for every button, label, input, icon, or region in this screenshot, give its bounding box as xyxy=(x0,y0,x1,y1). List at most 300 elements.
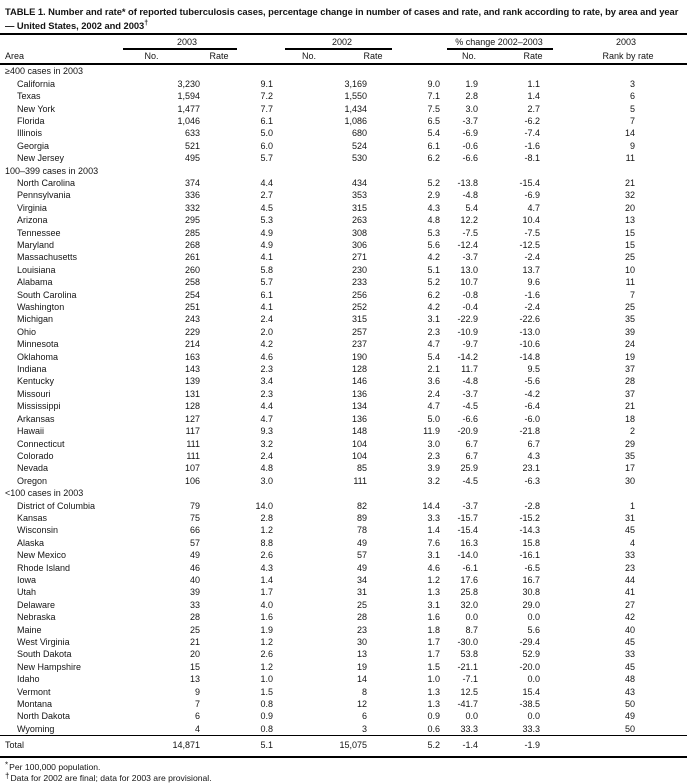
table-row xyxy=(0,512,687,524)
area-cell: Ohio xyxy=(17,326,37,337)
value-cell: 243 xyxy=(184,314,200,325)
value-cell: 237 xyxy=(351,339,367,350)
value-cell: 128 xyxy=(184,401,200,412)
value-cell: 1.0 xyxy=(427,674,440,685)
table-row xyxy=(0,338,687,350)
value-cell: 48 xyxy=(624,674,635,685)
value-cell: 127 xyxy=(184,413,200,424)
table-row xyxy=(0,227,687,239)
value-cell: 8 xyxy=(361,686,367,697)
area-cell: Nebraska xyxy=(17,612,56,623)
value-cell: -4.8 xyxy=(462,190,478,201)
area-cell: Rhode Island xyxy=(17,562,71,573)
value-cell: 9.0 xyxy=(427,78,440,89)
value-cell: -15.2 xyxy=(519,512,540,523)
value-cell: 0.0 xyxy=(527,711,540,722)
value-cell: 30 xyxy=(624,475,635,486)
area-cell: North Carolina xyxy=(17,177,76,188)
value-cell: 1.6 xyxy=(427,612,440,623)
value-cell: 13 xyxy=(189,674,200,685)
value-cell: 106 xyxy=(184,475,200,486)
table-row xyxy=(0,127,687,139)
value-cell: 20 xyxy=(624,202,635,213)
value-cell: 6.2 xyxy=(427,153,440,164)
value-cell: 148 xyxy=(351,426,367,437)
value-cell: 32.0 xyxy=(460,599,478,610)
value-cell: -10.6 xyxy=(519,339,540,350)
footnote-population-text: Per 100,000 population. xyxy=(9,761,101,772)
area-cell: Alaska xyxy=(17,537,45,548)
section-header-row xyxy=(0,65,687,77)
value-cell: 308 xyxy=(351,227,367,238)
value-cell: 434 xyxy=(351,177,367,188)
area-cell: Michigan xyxy=(17,314,54,325)
area-cell: Wyoming xyxy=(17,723,55,734)
value-cell: 6.1 xyxy=(260,289,273,300)
area-cell: Virginia xyxy=(17,202,47,213)
table-row xyxy=(0,115,687,127)
value-cell: 9 xyxy=(629,140,635,151)
value-cell: 43 xyxy=(624,686,635,697)
value-cell: 27 xyxy=(624,599,635,610)
value-cell: -22.6 xyxy=(519,314,540,325)
value-cell: 57 xyxy=(189,537,200,548)
value-cell: 263 xyxy=(351,215,367,226)
value-cell: 139 xyxy=(184,376,200,387)
value-cell: 1.2 xyxy=(260,637,273,647)
value-cell: 332 xyxy=(184,202,200,213)
value-cell: 52.9 xyxy=(522,649,540,660)
value-cell: 6.1 xyxy=(427,140,440,151)
value-cell: -6.6 xyxy=(462,413,478,424)
value-cell: 4.9 xyxy=(260,227,273,238)
area-cell: Hawaii xyxy=(17,426,45,437)
value-cell: -6.6 xyxy=(462,153,478,164)
value-cell: 1.9 xyxy=(260,624,273,635)
value-cell: 12.2 xyxy=(460,215,478,226)
table-row xyxy=(0,78,687,90)
value-cell: 75 xyxy=(189,512,200,523)
value-cell: -6.9 xyxy=(462,128,478,139)
value-cell: 1.4 xyxy=(527,91,540,102)
table-row xyxy=(0,636,687,648)
value-cell: 230 xyxy=(351,264,367,275)
table-row xyxy=(0,537,687,549)
table-row xyxy=(0,140,687,152)
value-cell: 0.8 xyxy=(260,699,273,710)
value-cell: 1 xyxy=(629,500,635,511)
value-cell: -7.4 xyxy=(524,128,540,139)
value-cell: 1.3 xyxy=(427,686,440,697)
area-cell: Minnesota xyxy=(17,339,59,350)
value-cell: -4.2 xyxy=(524,388,540,399)
value-cell: 13.7 xyxy=(522,264,540,275)
value-cell: 1,477 xyxy=(177,103,200,114)
table-row xyxy=(0,375,687,387)
total-label: Total xyxy=(0,736,150,757)
value-cell: 1.4 xyxy=(260,574,273,585)
value-cell: -4.5 xyxy=(462,475,478,486)
table-row xyxy=(0,413,687,425)
value-cell: 680 xyxy=(351,128,367,139)
value-cell: 2.0 xyxy=(260,326,273,337)
value-cell: 8.7 xyxy=(465,624,478,635)
value-cell: -29.4 xyxy=(519,637,540,647)
value-cell: 9.3 xyxy=(260,426,273,437)
value-cell: 3.1 xyxy=(427,599,440,610)
value-cell: 4.3 xyxy=(527,450,540,461)
area-cell: Indiana xyxy=(17,364,47,375)
area-cell: Georgia xyxy=(17,140,50,151)
value-cell: 15.4 xyxy=(522,686,540,697)
value-cell: 2.6 xyxy=(260,550,273,561)
value-cell: 3.0 xyxy=(260,475,273,486)
value-cell: -7.5 xyxy=(524,227,540,238)
table-row xyxy=(0,425,687,437)
total-value-cell: 5.2 xyxy=(372,736,445,757)
value-cell: 1,550 xyxy=(344,91,367,102)
value-cell: 104 xyxy=(351,450,367,461)
area-cell: Wisconsin xyxy=(17,525,59,536)
value-cell: 4.9 xyxy=(260,240,273,250)
value-cell: 530 xyxy=(351,153,367,164)
area-cell: Oklahoma xyxy=(17,351,59,362)
value-cell: 5.2 xyxy=(427,177,440,188)
total-value-cell: -1.9 xyxy=(483,736,545,757)
value-cell: 42 xyxy=(624,612,635,623)
value-cell: 3.9 xyxy=(427,463,440,474)
value-cell: 45 xyxy=(624,661,635,672)
value-cell: 31 xyxy=(624,512,635,523)
value-cell: 29.0 xyxy=(522,599,540,610)
value-cell: 128 xyxy=(351,364,367,375)
value-cell: 0.8 xyxy=(260,723,273,734)
value-cell: 7.7 xyxy=(260,103,273,114)
value-cell: 1.9 xyxy=(465,78,478,89)
table-row xyxy=(0,264,687,276)
value-cell: 25.8 xyxy=(460,587,478,598)
value-cell: 1,594 xyxy=(177,91,200,102)
column-header-rate-2003: Rate xyxy=(209,51,229,62)
value-cell: 25 xyxy=(189,624,200,635)
value-cell: 4.2 xyxy=(260,339,273,350)
value-cell: 3.1 xyxy=(427,550,440,561)
value-cell: 21 xyxy=(189,637,200,647)
value-cell: 1.3 xyxy=(427,587,440,598)
value-cell: 258 xyxy=(184,277,200,288)
value-cell: 256 xyxy=(351,289,367,300)
total-value-cell: 5.1 xyxy=(205,736,278,757)
value-cell: 23.1 xyxy=(522,463,540,474)
area-cell: Illinois xyxy=(17,128,43,139)
value-cell: -12.5 xyxy=(519,240,540,250)
value-cell: 13 xyxy=(356,649,367,660)
value-cell: 15 xyxy=(189,661,200,672)
table-row xyxy=(0,388,687,400)
value-cell: -7.5 xyxy=(462,227,478,238)
value-cell: 21 xyxy=(624,401,635,412)
value-cell: 11 xyxy=(625,277,635,288)
value-cell: 23 xyxy=(624,562,635,573)
area-cell: Idaho xyxy=(17,674,40,685)
footnote-asterisk-marker: * xyxy=(5,760,9,770)
value-cell: 18 xyxy=(624,413,635,424)
value-cell: -9.7 xyxy=(462,339,478,350)
value-cell: 89 xyxy=(356,512,367,523)
value-cell: 28 xyxy=(356,612,367,623)
value-cell: 13 xyxy=(624,215,635,226)
value-cell: 136 xyxy=(351,413,367,424)
value-cell: 50 xyxy=(624,699,635,710)
value-cell: 33 xyxy=(624,550,635,561)
value-cell: 78 xyxy=(356,525,367,536)
table-row xyxy=(0,152,687,164)
value-cell: -13.8 xyxy=(457,177,478,188)
value-cell: 35 xyxy=(624,314,635,325)
value-cell: 6.7 xyxy=(527,438,540,449)
value-cell: 2.3 xyxy=(260,364,273,375)
area-cell: Massachusetts xyxy=(17,252,78,263)
value-cell: 2.4 xyxy=(427,388,440,399)
value-cell: 252 xyxy=(351,302,367,313)
value-cell: 1.8 xyxy=(427,624,440,635)
value-cell: -21.1 xyxy=(457,661,478,672)
value-cell: 11.7 xyxy=(461,364,478,375)
area-cell: Washington xyxy=(17,302,65,313)
table-row xyxy=(0,562,687,574)
value-cell: 14.4 xyxy=(422,500,440,511)
value-cell: 37 xyxy=(624,364,635,375)
value-cell: 4.4 xyxy=(260,401,273,412)
value-cell: 10.7 xyxy=(460,277,478,288)
table-row xyxy=(0,289,687,301)
value-cell: -8.1 xyxy=(524,153,540,164)
value-cell: 1,434 xyxy=(344,103,367,114)
value-cell: 13.0 xyxy=(460,264,478,275)
area-cell: Missouri xyxy=(17,388,51,399)
value-cell: 6.7 xyxy=(465,438,478,449)
value-cell: 261 xyxy=(184,252,200,263)
value-cell: 66 xyxy=(189,525,200,536)
table-row xyxy=(0,574,687,586)
table-row xyxy=(0,710,687,722)
value-cell: 3.0 xyxy=(427,438,440,449)
area-cell: Alabama xyxy=(17,277,53,288)
column-header-rate-change: Rate xyxy=(523,51,543,62)
value-cell: 6.5 xyxy=(427,115,440,126)
total-row xyxy=(0,736,687,757)
value-cell: 16.3 xyxy=(460,537,478,548)
area-cell: Iowa xyxy=(17,574,37,585)
value-cell: 5.4 xyxy=(427,128,440,139)
value-cell: 25 xyxy=(624,252,635,263)
value-cell: 3.6 xyxy=(427,376,440,387)
value-cell: 39 xyxy=(624,326,635,337)
value-cell: 1.7 xyxy=(427,637,440,647)
value-cell: 6 xyxy=(194,711,200,722)
area-cell: West Virginia xyxy=(17,637,70,647)
value-cell: 33.3 xyxy=(460,723,478,734)
value-cell: 30.8 xyxy=(522,587,540,598)
value-cell: 19 xyxy=(356,661,367,672)
value-cell: 2.7 xyxy=(260,190,273,201)
area-cell: Tennessee xyxy=(17,227,61,238)
value-cell: -4.8 xyxy=(462,376,478,387)
value-cell: 3,169 xyxy=(344,78,367,89)
value-cell: 5.1 xyxy=(427,264,440,275)
area-cell: Louisiana xyxy=(17,264,56,275)
value-cell: 7 xyxy=(629,289,635,300)
value-cell: -6.5 xyxy=(524,562,540,573)
column-header-no-2002: No. xyxy=(301,51,316,62)
value-cell: 40 xyxy=(189,574,200,585)
value-cell: 44 xyxy=(624,574,635,585)
value-cell: 4.7 xyxy=(527,202,540,213)
value-cell: 111 xyxy=(186,438,200,449)
value-cell: 28 xyxy=(624,376,635,387)
value-cell: 4.1 xyxy=(260,252,273,263)
footnote-provisional-text: Data for 2002 are final; data for 2003 are provisional. xyxy=(10,772,212,783)
value-cell: 29 xyxy=(624,438,635,449)
value-cell: 4.6 xyxy=(260,351,273,362)
table-row xyxy=(0,698,687,710)
value-cell: 6 xyxy=(361,711,367,722)
value-cell: -3.7 xyxy=(462,500,478,511)
value-cell: 17 xyxy=(624,463,635,474)
table-body xyxy=(0,65,687,756)
value-cell: 1.7 xyxy=(427,649,440,660)
value-cell: 2 xyxy=(629,426,635,437)
area-cell: Pennsylvania xyxy=(17,190,71,201)
value-cell: 1,086 xyxy=(344,115,367,126)
area-cell: Utah xyxy=(17,587,37,598)
area-cell: North Dakota xyxy=(17,711,71,722)
value-cell: 3,230 xyxy=(177,78,200,89)
value-cell: -41.7 xyxy=(457,699,478,710)
value-cell: 2.1 xyxy=(427,364,440,375)
value-cell: 0.0 xyxy=(527,674,540,685)
value-cell: 5.3 xyxy=(260,215,273,226)
value-cell: 4.7 xyxy=(260,413,273,424)
value-cell: 4.8 xyxy=(260,463,273,474)
value-cell: -3.7 xyxy=(462,115,478,126)
value-cell: 1.5 xyxy=(427,661,440,672)
column-header-area: Area xyxy=(5,51,25,62)
value-cell: 134 xyxy=(351,401,367,412)
table-row xyxy=(0,462,687,474)
value-cell: 5.6 xyxy=(427,240,440,250)
value-cell: 1.5 xyxy=(260,686,273,697)
value-cell: 3 xyxy=(629,78,635,89)
value-cell: 5.6 xyxy=(527,624,540,635)
section-header-label: 100–399 cases in 2003 xyxy=(5,165,99,176)
table-row xyxy=(0,450,687,462)
value-cell: 163 xyxy=(184,351,200,362)
table-row xyxy=(0,586,687,598)
value-cell: 9 xyxy=(194,686,200,697)
footnote-provisional xyxy=(5,773,681,784)
total-value-cell xyxy=(545,736,687,757)
footnotes xyxy=(0,758,687,784)
value-cell: 33 xyxy=(189,599,200,610)
value-cell: 45 xyxy=(624,525,635,536)
value-cell: 12.5 xyxy=(460,686,478,697)
value-cell: 251 xyxy=(184,302,200,313)
value-cell: 1.1 xyxy=(527,78,540,89)
value-cell: 5.8 xyxy=(260,264,273,275)
value-cell: 2.8 xyxy=(260,512,273,523)
value-cell: 53.8 xyxy=(460,649,478,660)
value-cell: 0.0 xyxy=(527,612,540,623)
value-cell: 1.2 xyxy=(260,661,273,672)
value-cell: 31 xyxy=(356,587,367,598)
value-cell: 5.7 xyxy=(260,277,273,288)
table-row xyxy=(0,686,687,698)
value-cell: 7 xyxy=(629,115,635,126)
value-cell: 5.0 xyxy=(427,413,440,424)
value-cell: -4.5 xyxy=(462,401,478,412)
value-cell: 295 xyxy=(184,215,200,226)
value-cell: 11 xyxy=(625,153,635,164)
area-cell: Kentucky xyxy=(17,376,55,387)
value-cell: 33.3 xyxy=(522,723,540,734)
column-group-rank-2003: 2003 xyxy=(615,37,637,48)
value-cell: 25 xyxy=(356,599,367,610)
value-cell: 524 xyxy=(351,140,367,151)
value-cell: 315 xyxy=(351,202,367,213)
total-value-cell: -1.4 xyxy=(445,736,483,757)
value-cell: 23 xyxy=(356,624,367,635)
table-row xyxy=(0,90,687,102)
value-cell: 117 xyxy=(185,426,200,437)
footnote-population xyxy=(5,762,681,773)
value-cell: 57 xyxy=(356,550,367,561)
value-cell: 82 xyxy=(356,500,367,511)
table-row xyxy=(0,400,687,412)
value-cell: 4.4 xyxy=(260,177,273,188)
table-row xyxy=(0,661,687,673)
value-cell: 2.4 xyxy=(260,314,273,325)
value-cell: 5.3 xyxy=(427,227,440,238)
area-cell: South Dakota xyxy=(17,649,72,660)
value-cell: -20.9 xyxy=(457,426,478,437)
area-cell: Delaware xyxy=(17,599,56,610)
value-cell: -1.6 xyxy=(524,140,540,151)
table-row xyxy=(0,611,687,623)
table-header xyxy=(0,33,687,65)
column-group-2003: 2003 xyxy=(176,37,198,48)
area-cell: Maine xyxy=(17,624,42,635)
value-cell: 5.0 xyxy=(260,128,273,139)
table-row xyxy=(0,251,687,263)
value-cell: 8.8 xyxy=(260,537,273,548)
value-cell: 2.3 xyxy=(427,326,440,337)
column-header-no-change: No. xyxy=(461,51,476,62)
value-cell: 6.0 xyxy=(260,140,273,151)
value-cell: -6.2 xyxy=(524,115,540,126)
value-cell: 14 xyxy=(356,674,367,685)
value-cell: 104 xyxy=(351,438,367,449)
value-cell: 257 xyxy=(351,326,367,337)
value-cell: -0.4 xyxy=(462,302,478,313)
table-row xyxy=(0,301,687,313)
value-cell: 1.2 xyxy=(427,574,440,585)
value-cell: 50 xyxy=(624,723,635,734)
table-title-text: TABLE 1. Number and rate* of reported tuberculosis cases, percentage change in number of cases and rate, and rank according to rate, by area and year — United States, 2002 and 2003 xyxy=(5,6,679,31)
area-cell: California xyxy=(17,78,56,89)
value-cell: 131 xyxy=(184,388,200,399)
value-cell: 271 xyxy=(351,252,367,263)
